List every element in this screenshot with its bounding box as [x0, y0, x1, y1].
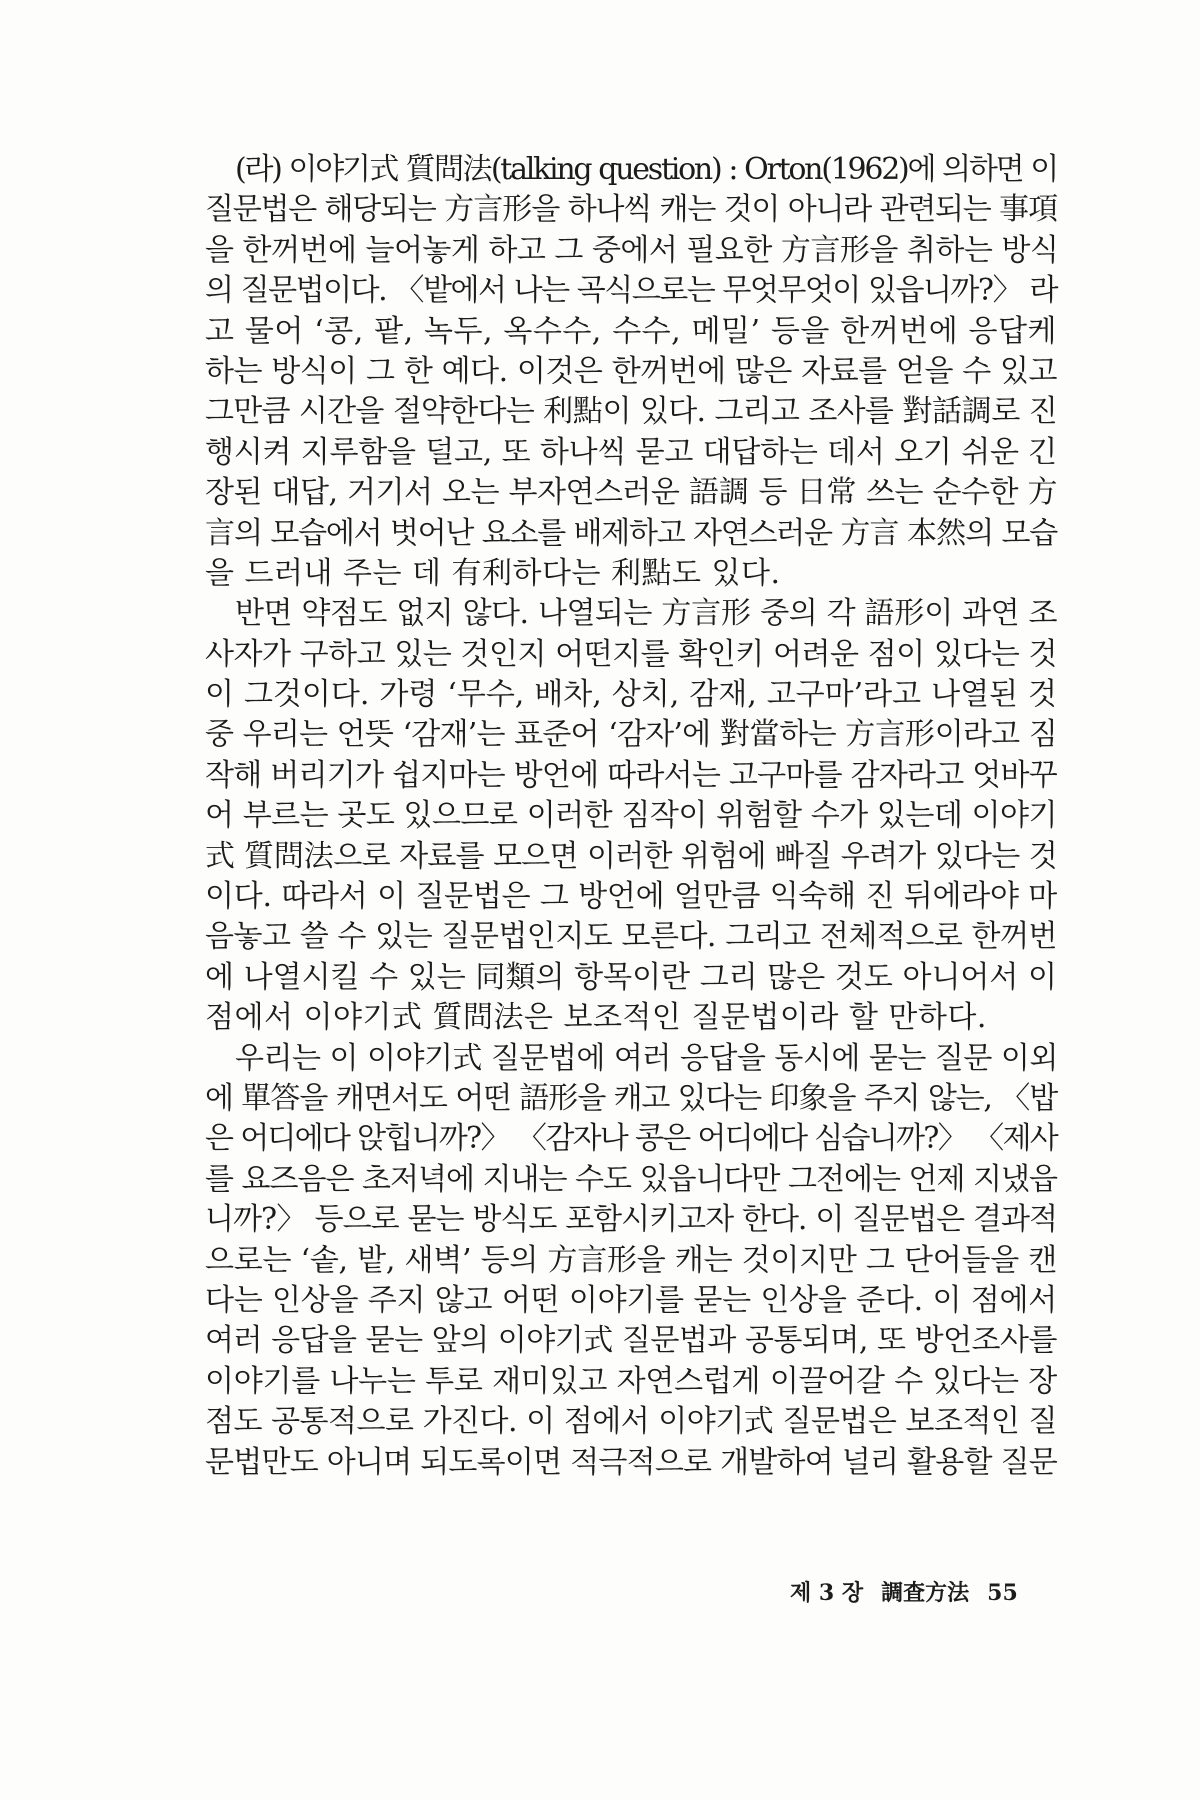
text-line-content: 이다. 따라서 이 질문법은 그 방언에 얼만큼 익숙해 진 뒤에라야 마: [205, 879, 1057, 915]
text-line-content: 의 질문법이다. 〈밭에서 나는 곡식으로는 무엇무엇이 있읍니까?〉 라: [205, 273, 1057, 309]
text-line-content: 고 물어 ‘콩, 팥, 녹두, 옥수수, 수수, 메밀’ 등을 한꺼번에 응답케: [205, 313, 1057, 349]
text-line: [205, 837, 1057, 877]
text-line: [205, 190, 1057, 230]
text-line: [205, 715, 1057, 755]
text-line-content: 다는 인상을 주지 않고 어떤 이야기를 묻는 인상을 준다. 이 점에서: [205, 1282, 1057, 1318]
text-line: [205, 271, 1057, 311]
text-line-content: 이 그것이다. 가령 ‘무수, 배차, 상치, 감재, 고구마’라고 나열된 것: [205, 677, 1057, 713]
text-line: [205, 594, 1057, 634]
text-line: [205, 352, 1057, 392]
text-line: [205, 1160, 1057, 1200]
text-line: [205, 231, 1057, 271]
text-line-content: 니까?〉 등으로 묻는 방식도 포함시키고자 한다. 이 질문법은 결과적: [205, 1202, 1057, 1238]
text-line-content: 으로는 ‘솥, 밭, 새벽’ 등의 方言形을 캐는 것이지만 그 단어들을 캔: [205, 1242, 1057, 1278]
text-line-content: 반면 약점도 없지 않다. 나열되는 方言形 중의 각 語形이 과연 조: [235, 596, 1057, 632]
text-line-content: 그만큼 시간을 절약한다는 利點이 있다. 그리고 조사를 對話調로 진: [205, 394, 1057, 430]
text-line-content: 음놓고 쓸 수 있는 질문법인지도 모른다. 그리고 전체적으로 한꺼번: [205, 919, 1057, 955]
text-line-content: 중 우리는 언뜻 ‘감재’는 표준어 ‘감자’에 對當하는 方言形이라고 짐: [205, 717, 1057, 753]
text-line-content: 은 어디에다 앉힙니까?〉 〈감자나 콩은 어디에다 심습니까?〉 〈제사: [205, 1121, 1057, 1157]
text-line: [205, 554, 1057, 594]
footer-chapter: 제 3 장: [790, 1580, 864, 1606]
text-line: [205, 998, 1057, 1038]
text-line-content: 하는 방식이 그 한 예다. 이것은 한꺼번에 많은 자료를 얻을 수 있고: [205, 353, 1057, 389]
text-line-content: 을 드러내 주는 데 有利하다는 利點도 있다.: [205, 555, 781, 591]
text-line-content: 점도 공통적으로 가진다. 이 점에서 이야기式 질문법은 보조적인 질: [205, 1404, 1057, 1440]
page-number: 55: [987, 1580, 1018, 1606]
text-line: [205, 1402, 1057, 1442]
footer-section-title: 調査方法: [881, 1580, 970, 1606]
text-line-content: 을 한꺼번에 늘어놓게 하고 그 중에서 필요한 方言形을 취하는 방식: [205, 232, 1059, 268]
text-line: [205, 958, 1057, 998]
text-line-content: 에 單答을 캐면서도 어떤 語形을 캐고 있다는 印象을 주지 않는, 〈밥: [205, 1080, 1057, 1116]
text-line: [205, 1119, 1057, 1159]
text-line-content: 이야기를 나누는 투로 재미있고 자연스럽게 이끌어갈 수 있다는 장: [205, 1363, 1057, 1399]
text-line-content: 사자가 구하고 있는 것인지 어떤지를 확인키 어려운 점이 있다는 것: [205, 636, 1057, 672]
text-line: [205, 756, 1057, 796]
text-line: [205, 796, 1057, 836]
text-line: [205, 1321, 1057, 1361]
text-line: [205, 514, 1057, 554]
text-line-content: 문법만도 아니며 되도록이면 적극적으로 개발하여 널리 활용할 질문: [205, 1444, 1057, 1480]
text-line-content: 우리는 이 이야기式 질문법에 여러 응답을 동시에 묻는 질문 이외: [235, 1040, 1058, 1076]
text-line-content: 행시켜 지루함을 덜고, 또 하나씩 묻고 대답하는 데서 오기 쉬운 긴: [205, 434, 1057, 470]
text-line: [205, 392, 1057, 432]
text-line-content: 여러 응답을 묻는 앞의 이야기式 질문법과 공통되며, 또 방언조사를: [205, 1323, 1057, 1359]
text-line-content: 장된 대답, 거기서 오는 부자연스러운 語調 등 日常 쓰는 순수한 方: [205, 475, 1057, 511]
text-line-content: 작해 버리기가 쉽지마는 방언에 따라서는 고구마를 감자라고 엇바꾸: [205, 757, 1057, 793]
text-line: [205, 1079, 1057, 1119]
body-text: [205, 150, 1057, 1483]
text-line: [205, 1281, 1057, 1321]
text-line-content: 를 요즈음은 초저녁에 지내는 수도 있읍니다만 그전에는 언제 지냈읍: [205, 1161, 1057, 1197]
text-line-content: 式 質問法으로 자료를 모으면 이러한 위험에 빠질 우려가 있다는 것: [205, 838, 1057, 874]
text-line-content: 에 나열시킬 수 있는 同類의 항목이란 그리 많은 것도 아니어서 이: [205, 959, 1057, 995]
text-line: [205, 150, 1057, 190]
text-line-content: 言의 모습에서 벗어난 요소를 배제하고 자연스러운 方言 本然의 모습: [205, 515, 1057, 551]
text-line: [205, 877, 1057, 917]
text-line: [205, 433, 1057, 473]
text-line: [205, 312, 1057, 352]
text-line-content: 점에서 이야기式 質問法은 보조적인 질문법이라 할 만하다.: [205, 1000, 987, 1036]
text-line: [205, 473, 1057, 513]
text-line: [205, 1039, 1057, 1079]
text-line: [205, 1200, 1057, 1240]
text-line: [205, 1362, 1057, 1402]
text-line-content: 질문법은 해당되는 方言形을 하나씩 캐는 것이 아니라 관련되는 事項: [205, 192, 1057, 228]
text-line: [205, 1241, 1057, 1281]
text-line: [205, 675, 1057, 715]
text-line: [205, 1443, 1057, 1483]
text-line: [205, 635, 1057, 675]
text-line-content: (라) 이야기式 質問法(talking question) : Orton(1962)에 의하면 이: [235, 152, 1057, 187]
running-footer: [790, 1576, 1060, 1607]
text-line: [205, 917, 1057, 957]
text-line-content: 어 부르는 곳도 있으므로 이러한 짐작이 위험할 수가 있는데 이야기: [205, 798, 1057, 834]
